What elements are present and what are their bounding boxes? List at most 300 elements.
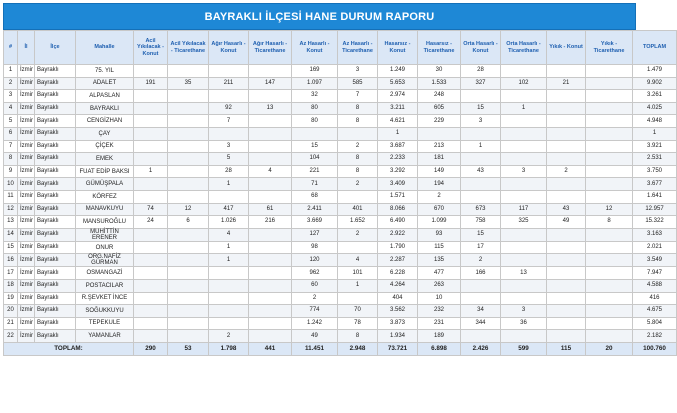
table-cell: 2.182: [633, 330, 677, 343]
column-header: Hasarsız - Ticarethane: [418, 31, 461, 65]
table-cell: 1.242: [292, 317, 338, 330]
table-cell: [501, 140, 547, 153]
table-cell: [134, 330, 168, 343]
table-cell: 670: [418, 203, 461, 216]
table-cell: 49: [547, 216, 586, 229]
table-cell: 71: [292, 178, 338, 191]
table-cell: [547, 305, 586, 318]
table-cell: [547, 153, 586, 166]
table-cell: [168, 267, 209, 280]
table-cell: 2: [338, 228, 378, 241]
table-cell: [168, 65, 209, 78]
table-cell: 8.066: [378, 203, 418, 216]
table-cell: 7: [209, 115, 249, 128]
table-cell: [547, 65, 586, 78]
table-cell: 24: [134, 216, 168, 229]
table-row: [4, 178, 677, 191]
table-cell: 7: [4, 140, 18, 153]
totals-cell: 1.798: [209, 342, 249, 355]
table-cell: 4: [4, 102, 18, 115]
table-cell: 135: [418, 254, 461, 267]
table-cell: 5: [209, 153, 249, 166]
table-cell: 12.957: [633, 203, 677, 216]
table-cell: ONUR: [76, 241, 134, 254]
table-cell: [134, 279, 168, 292]
table-cell: [134, 228, 168, 241]
table-cell: İzmir: [18, 330, 35, 343]
table-row: [4, 330, 677, 343]
table-cell: [461, 153, 501, 166]
table-cell: 11: [4, 190, 18, 203]
table-cell: 4.675: [633, 305, 677, 318]
table-cell: [586, 228, 633, 241]
table-cell: 18: [4, 279, 18, 292]
table-cell: 43: [547, 203, 586, 216]
table-cell: [134, 102, 168, 115]
table-cell: [501, 90, 547, 103]
table-cell: Bayraklı: [35, 305, 76, 318]
table-cell: 3.261: [633, 90, 677, 103]
table-cell: 98: [292, 241, 338, 254]
table-cell: 6.228: [378, 267, 418, 280]
table-cell: İzmir: [18, 178, 35, 191]
table-cell: 22: [4, 330, 18, 343]
table-cell: 962: [292, 267, 338, 280]
table-cell: Bayraklı: [35, 90, 76, 103]
table-cell: 19: [4, 292, 18, 305]
table-cell: 21: [547, 77, 586, 90]
table-cell: 17: [461, 241, 501, 254]
table-row: [4, 203, 677, 216]
table-cell: [134, 254, 168, 267]
table-cell: 78: [338, 317, 378, 330]
totals-cell: 53: [168, 342, 209, 355]
table-cell: 191: [134, 77, 168, 90]
table-cell: İzmir: [18, 90, 35, 103]
table-cell: Bayraklı: [35, 165, 76, 178]
table-cell: [461, 90, 501, 103]
table-cell: ALPASLAN: [76, 90, 134, 103]
table-cell: 10: [4, 178, 18, 191]
table-cell: [586, 190, 633, 203]
table-cell: [209, 317, 249, 330]
table-row: [4, 317, 677, 330]
table-cell: İzmir: [18, 254, 35, 267]
table-cell: [209, 65, 249, 78]
table-cell: [249, 292, 292, 305]
table-row: [4, 292, 677, 305]
table-cell: 2.922: [378, 228, 418, 241]
table-cell: 12: [586, 203, 633, 216]
table-cell: 70: [338, 305, 378, 318]
table-cell: [134, 317, 168, 330]
table-cell: ÇİÇEK: [76, 140, 134, 153]
table-cell: 416: [633, 292, 677, 305]
table-row: [4, 305, 677, 318]
table-cell: 3.921: [633, 140, 677, 153]
table-cell: 1: [378, 127, 418, 140]
table-cell: [501, 279, 547, 292]
table-cell: [461, 330, 501, 343]
table-cell: Bayraklı: [35, 127, 76, 140]
table-cell: 12: [4, 203, 18, 216]
table-cell: Bayraklı: [35, 317, 76, 330]
table-cell: CENGİZHAN: [76, 115, 134, 128]
table-cell: Bayraklı: [35, 216, 76, 229]
totals-cell: 20: [586, 342, 633, 355]
table-cell: 1.249: [378, 65, 418, 78]
table-cell: 8: [338, 102, 378, 115]
table-cell: 3.211: [378, 102, 418, 115]
table-cell: 20: [4, 305, 18, 318]
table-cell: [586, 330, 633, 343]
table-cell: [209, 127, 249, 140]
table-cell: Bayraklı: [35, 330, 76, 343]
table-cell: [461, 279, 501, 292]
table-cell: [586, 102, 633, 115]
table-cell: 36: [501, 317, 547, 330]
table-cell: [249, 127, 292, 140]
table-cell: EMEK: [76, 153, 134, 166]
table-cell: 2.974: [378, 90, 418, 103]
table-cell: [209, 305, 249, 318]
table-row: [4, 77, 677, 90]
column-header: Az Hasarlı - Ticarethane: [338, 31, 378, 65]
table-cell: 221: [292, 165, 338, 178]
table-cell: [586, 127, 633, 140]
table-cell: İzmir: [18, 65, 35, 78]
table-cell: 3.750: [633, 165, 677, 178]
table-cell: Bayraklı: [35, 153, 76, 166]
table-cell: [134, 305, 168, 318]
table-cell: YAMANLAR: [76, 330, 134, 343]
table-cell: [586, 254, 633, 267]
table-cell: [547, 330, 586, 343]
table-cell: [209, 267, 249, 280]
column-header: Ağır Hasarlı - Konut: [209, 31, 249, 65]
table-cell: [547, 279, 586, 292]
table-cell: 16: [4, 254, 18, 267]
table-cell: 189: [418, 330, 461, 343]
table-cell: [168, 140, 209, 153]
table-cell: 1: [633, 127, 677, 140]
table-cell: [168, 115, 209, 128]
table-cell: 194: [418, 178, 461, 191]
table-cell: 325: [501, 216, 547, 229]
table-cell: [586, 267, 633, 280]
table-row: [4, 102, 677, 115]
table-cell: GÜMÜŞPALA: [76, 178, 134, 191]
table-cell: 401: [338, 203, 378, 216]
table-cell: ORG.NAFİZ GÜRMAN: [76, 254, 134, 267]
table-cell: 3.669: [292, 216, 338, 229]
table-cell: [134, 140, 168, 153]
table-cell: İzmir: [18, 305, 35, 318]
table-cell: 8: [586, 216, 633, 229]
table-cell: 8: [338, 330, 378, 343]
table-row: [4, 165, 677, 178]
table-cell: Bayraklı: [35, 292, 76, 305]
table-cell: [209, 190, 249, 203]
table-cell: [168, 292, 209, 305]
table-cell: [168, 165, 209, 178]
table-cell: 1.934: [378, 330, 418, 343]
table-cell: 344: [461, 317, 501, 330]
table-cell: [249, 115, 292, 128]
table-cell: [134, 178, 168, 191]
table-row: [4, 279, 677, 292]
table-cell: [168, 317, 209, 330]
table-cell: MANSUROĞLU: [76, 216, 134, 229]
table-cell: [586, 115, 633, 128]
table-cell: [249, 305, 292, 318]
table-cell: 3.292: [378, 165, 418, 178]
table-cell: 231: [418, 317, 461, 330]
table-cell: 120: [292, 254, 338, 267]
table-cell: 115: [418, 241, 461, 254]
table-cell: ÇAY: [76, 127, 134, 140]
table-cell: [168, 279, 209, 292]
table-cell: [249, 254, 292, 267]
table-cell: [586, 153, 633, 166]
totals-cell: 73.721: [378, 342, 418, 355]
table-cell: 147: [249, 77, 292, 90]
table-cell: [547, 228, 586, 241]
table-cell: 5.804: [633, 317, 677, 330]
table-cell: 1: [4, 65, 18, 78]
table-cell: 2.287: [378, 254, 418, 267]
column-header: Hasarsız - Konut: [378, 31, 418, 65]
table-cell: 3: [501, 305, 547, 318]
table-cell: 68: [292, 190, 338, 203]
totals-cell: 599: [501, 342, 547, 355]
table-cell: [249, 241, 292, 254]
table-cell: 3: [209, 140, 249, 153]
table-cell: [134, 241, 168, 254]
table-cell: İzmir: [18, 228, 35, 241]
column-header: Orta Hasarlı - Ticarethane: [501, 31, 547, 65]
table-cell: [249, 317, 292, 330]
table-cell: 32: [292, 90, 338, 103]
table-cell: 4.948: [633, 115, 677, 128]
column-header: Mahalle: [76, 31, 134, 65]
table-cell: [168, 153, 209, 166]
table-cell: [586, 90, 633, 103]
table-cell: 4: [249, 165, 292, 178]
table-cell: 3.549: [633, 254, 677, 267]
table-cell: [134, 292, 168, 305]
table-cell: Bayraklı: [35, 241, 76, 254]
table-cell: [547, 254, 586, 267]
column-header: Yıkık - Konut: [547, 31, 586, 65]
table-cell: 30: [418, 65, 461, 78]
table-cell: [547, 102, 586, 115]
table-cell: 21: [4, 317, 18, 330]
table-cell: 1.652: [338, 216, 378, 229]
table-cell: 4: [209, 228, 249, 241]
table-cell: [547, 241, 586, 254]
table-row: [4, 216, 677, 229]
column-header: Orta Hasarlı - Konut: [461, 31, 501, 65]
table-body: [4, 65, 677, 343]
table-cell: [249, 90, 292, 103]
table-cell: [134, 190, 168, 203]
table-cell: [501, 241, 547, 254]
table-cell: Bayraklı: [35, 102, 76, 115]
table-cell: 49: [292, 330, 338, 343]
table-cell: [461, 292, 501, 305]
table-cell: [586, 65, 633, 78]
table-cell: 166: [461, 267, 501, 280]
table-cell: 6: [168, 216, 209, 229]
table-cell: 2.531: [633, 153, 677, 166]
table-cell: [134, 127, 168, 140]
table-cell: 2: [338, 178, 378, 191]
table-cell: 1.571: [378, 190, 418, 203]
table-cell: 3.873: [378, 317, 418, 330]
table-cell: [547, 127, 586, 140]
table-cell: [501, 228, 547, 241]
table-cell: 2: [338, 140, 378, 153]
totals-row: [4, 342, 677, 355]
table-row: [4, 254, 677, 267]
table-cell: [338, 127, 378, 140]
table-cell: [168, 330, 209, 343]
table-cell: Bayraklı: [35, 77, 76, 90]
table-cell: [501, 190, 547, 203]
table-cell: 15: [461, 102, 501, 115]
table-cell: [338, 190, 378, 203]
table-cell: 8: [338, 165, 378, 178]
table-cell: İzmir: [18, 292, 35, 305]
column-header: Ağır Hasarlı - Ticarethane: [249, 31, 292, 65]
table-cell: SOĞUKKUYU: [76, 305, 134, 318]
table-cell: Bayraklı: [35, 115, 76, 128]
totals-cell: 115: [547, 342, 586, 355]
totals-cell: 100.760: [633, 342, 677, 355]
table-cell: [134, 65, 168, 78]
totals-cell: 2.948: [338, 342, 378, 355]
table-cell: Bayraklı: [35, 65, 76, 78]
table-cell: 2: [292, 292, 338, 305]
table-cell: İzmir: [18, 153, 35, 166]
totals-label: TOPLAM:: [4, 342, 134, 355]
table-cell: 5: [4, 115, 18, 128]
table-cell: 7.947: [633, 267, 677, 280]
table-cell: İzmir: [18, 241, 35, 254]
table-header: [4, 31, 677, 65]
table-row: [4, 90, 677, 103]
table-cell: 232: [418, 305, 461, 318]
table-cell: [168, 90, 209, 103]
table-cell: İzmir: [18, 115, 35, 128]
table-cell: 2: [547, 165, 586, 178]
table-cell: [547, 178, 586, 191]
table-cell: 8: [338, 115, 378, 128]
table-cell: 15.322: [633, 216, 677, 229]
table-cell: 2: [4, 77, 18, 90]
table-cell: [547, 140, 586, 153]
table-cell: 9: [4, 165, 18, 178]
table-cell: 35: [168, 77, 209, 90]
table-cell: 585: [338, 77, 378, 90]
table-cell: 211: [209, 77, 249, 90]
table-cell: [586, 279, 633, 292]
table-cell: 13: [249, 102, 292, 115]
table-cell: 149: [418, 165, 461, 178]
totals-cell: 441: [249, 342, 292, 355]
table-cell: 2.411: [292, 203, 338, 216]
table-cell: Bayraklı: [35, 178, 76, 191]
table-cell: [547, 190, 586, 203]
table-cell: 3: [501, 165, 547, 178]
table-cell: Bayraklı: [35, 190, 76, 203]
table-cell: 93: [418, 228, 461, 241]
table-cell: [547, 90, 586, 103]
table-cell: 4.588: [633, 279, 677, 292]
table-cell: 17: [4, 267, 18, 280]
table-cell: 15: [292, 140, 338, 153]
table-cell: [249, 140, 292, 153]
table-cell: 1: [209, 254, 249, 267]
header-row: [4, 31, 677, 65]
table-cell: [249, 228, 292, 241]
table-cell: MANAVKUYU: [76, 203, 134, 216]
table-cell: OSMANGAZİ: [76, 267, 134, 280]
table-cell: [209, 292, 249, 305]
table-cell: 1: [209, 241, 249, 254]
table-row: [4, 65, 677, 78]
table-cell: [209, 279, 249, 292]
table-cell: 12: [168, 203, 209, 216]
table-cell: 417: [209, 203, 249, 216]
table-cell: 34: [461, 305, 501, 318]
report-table: [3, 30, 677, 356]
column-header: Az Hasarlı - Konut: [292, 31, 338, 65]
table-cell: 3.687: [378, 140, 418, 153]
table-cell: 3.163: [633, 228, 677, 241]
table-cell: [168, 178, 209, 191]
table-cell: [461, 178, 501, 191]
table-cell: 8: [338, 153, 378, 166]
table-cell: [586, 178, 633, 191]
table-cell: 43: [461, 165, 501, 178]
table-cell: 1: [134, 165, 168, 178]
table-cell: Bayraklı: [35, 279, 76, 292]
table-cell: [168, 305, 209, 318]
table-cell: 3.409: [378, 178, 418, 191]
table-cell: [501, 153, 547, 166]
table-cell: [249, 178, 292, 191]
table-cell: [338, 241, 378, 254]
table-cell: 3.677: [633, 178, 677, 191]
column-header: #: [4, 31, 18, 65]
table-cell: 2: [418, 190, 461, 203]
table-cell: İzmir: [18, 165, 35, 178]
table-cell: 1: [501, 102, 547, 115]
table-cell: [501, 127, 547, 140]
table-cell: 404: [378, 292, 418, 305]
table-cell: 4: [338, 254, 378, 267]
table-cell: Bayraklı: [35, 267, 76, 280]
table-cell: 7: [338, 90, 378, 103]
table-cell: [461, 127, 501, 140]
table-cell: [338, 292, 378, 305]
table-cell: [547, 292, 586, 305]
table-cell: 1: [338, 279, 378, 292]
table-cell: 327: [461, 77, 501, 90]
column-header: Acil Yıkılacak - Ticarethane: [168, 31, 209, 65]
